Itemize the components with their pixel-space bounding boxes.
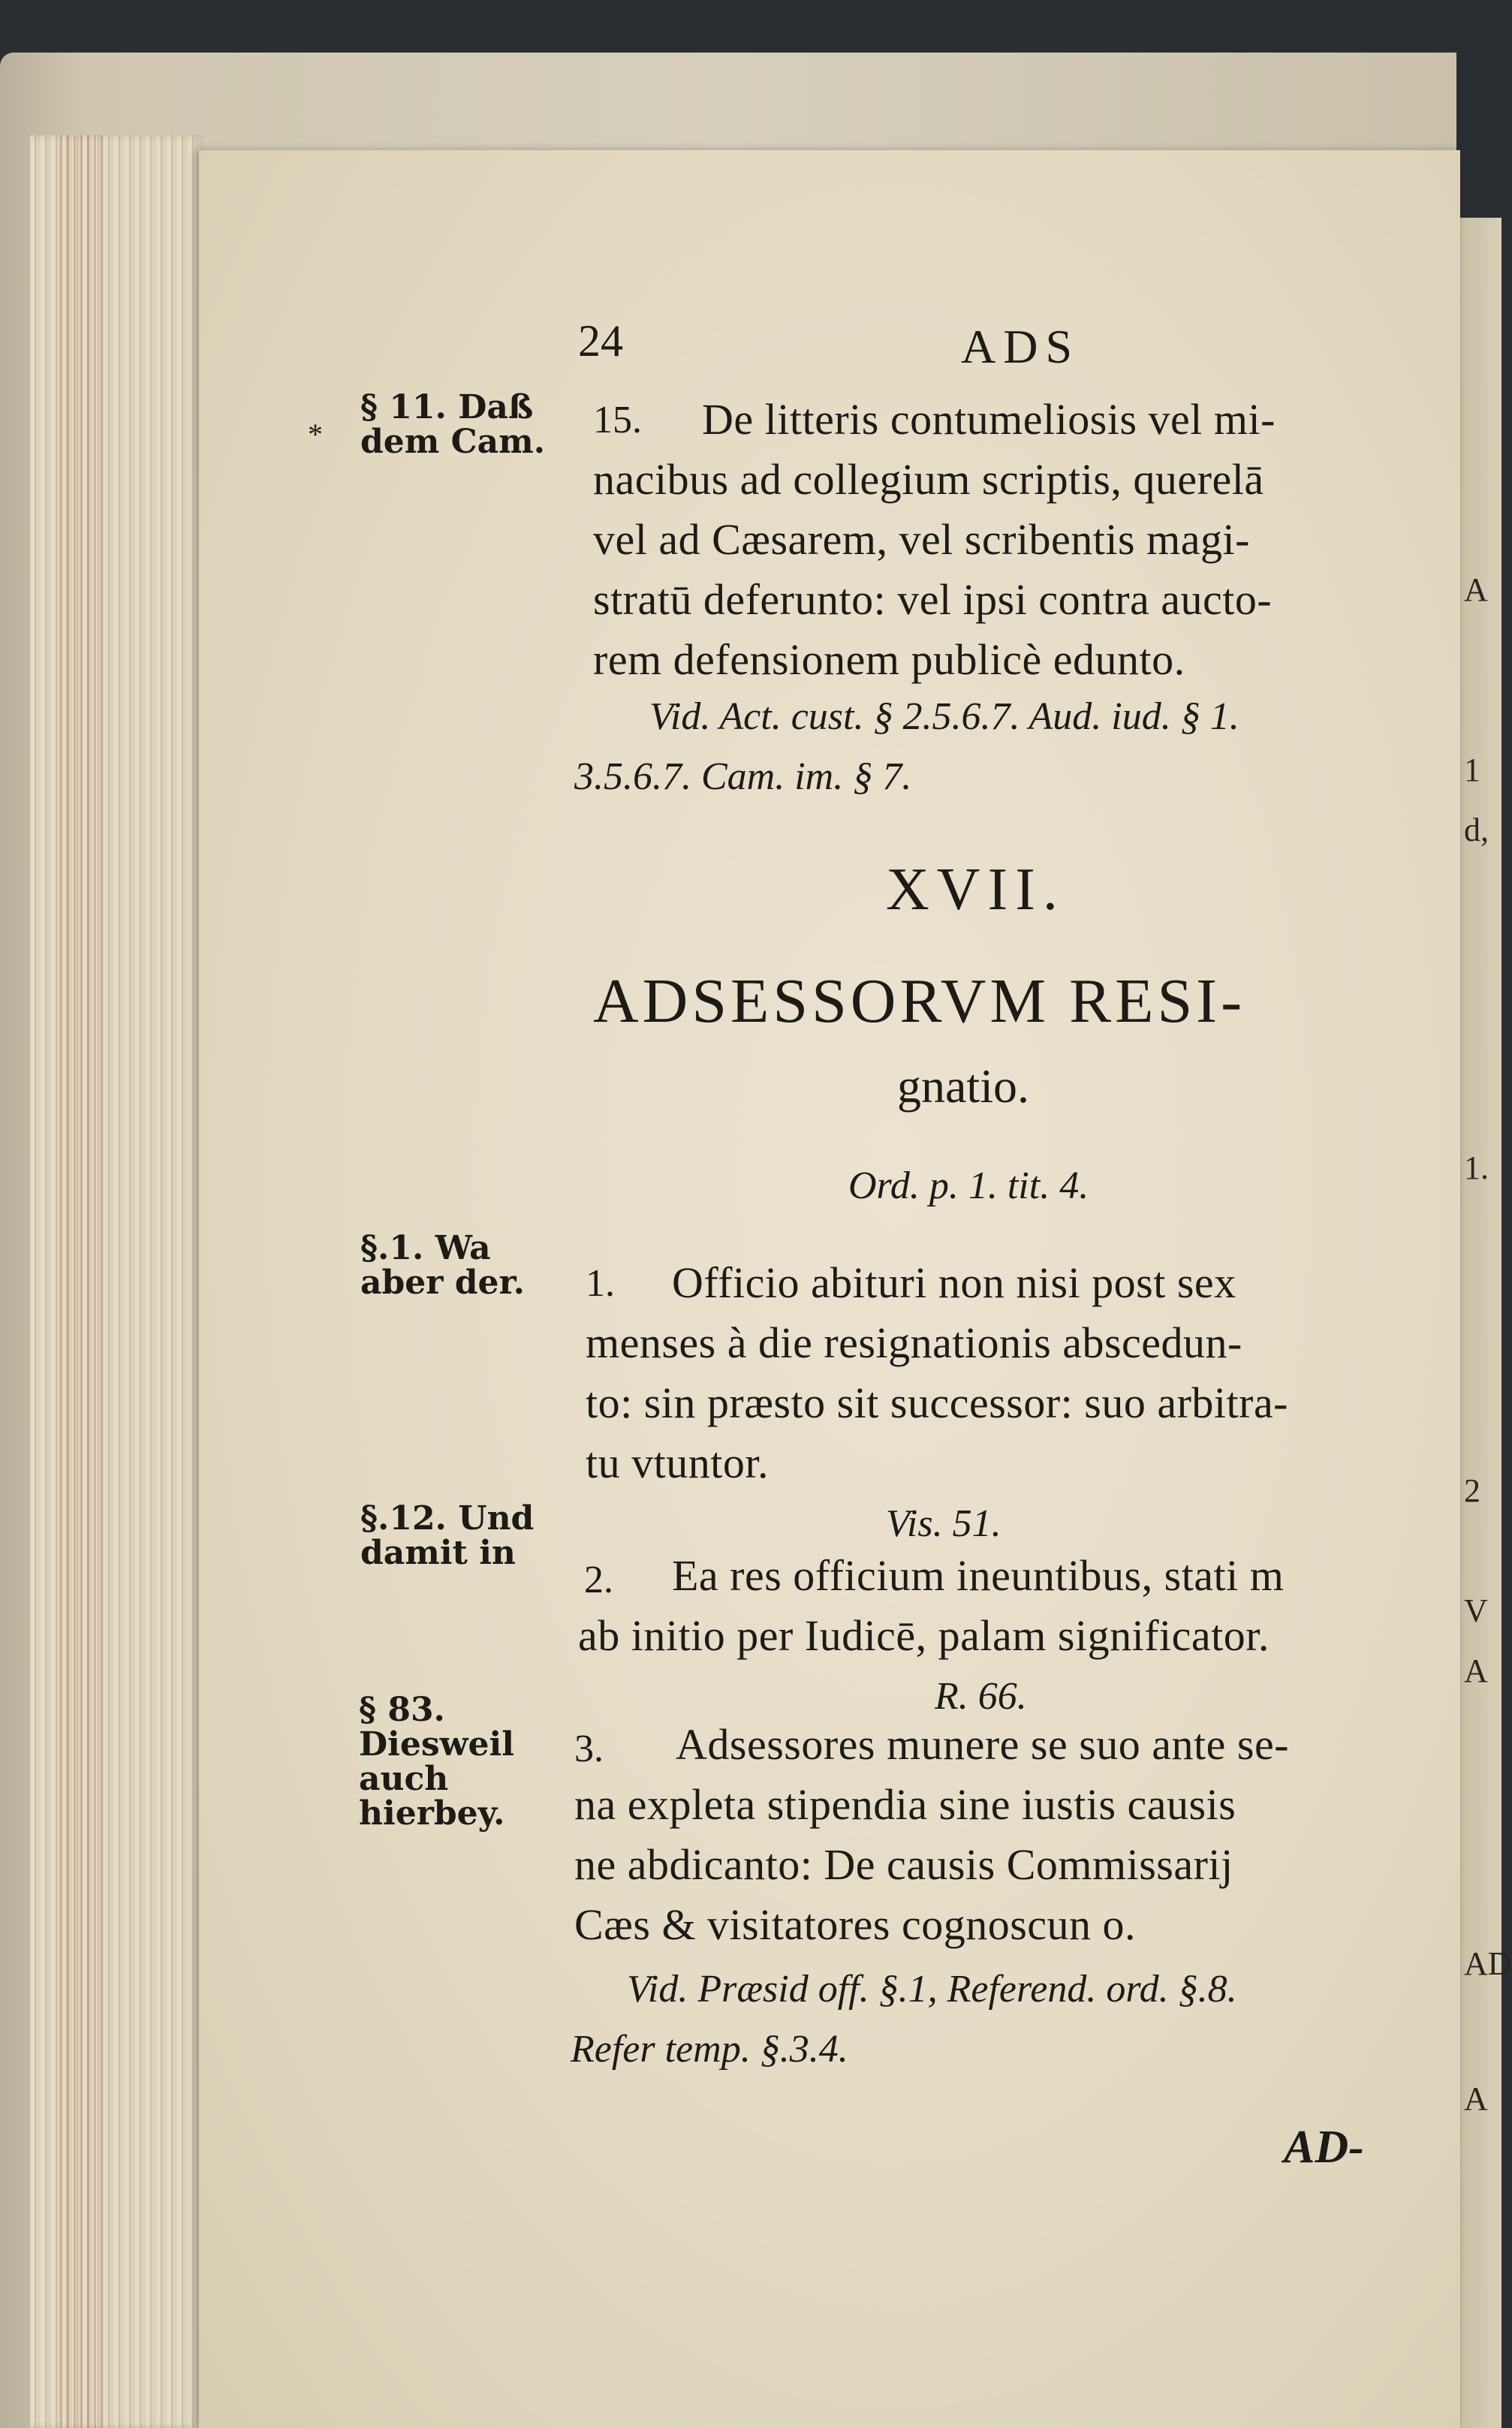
page-stack-edge bbox=[30, 135, 203, 2428]
right-page-fragment: V bbox=[1464, 1592, 1488, 1629]
text-line: De litteris contumeliosis vel mi- bbox=[702, 395, 1276, 444]
text-line: Ea res officium ineuntibus, stati m bbox=[672, 1551, 1285, 1600]
text-line: stratū deferunto: vel ipsi contra aucto- bbox=[593, 575, 1273, 624]
margin-gloss: §.12. Und damit in bbox=[360, 1499, 535, 1572]
section-title-continued: gnatio. bbox=[897, 1059, 1029, 1113]
margin-gloss: §.1. Wa aber der. bbox=[360, 1229, 525, 1302]
section-title: ADSESSORVM RESI- bbox=[593, 966, 1246, 1036]
margin-gloss: § 11. Daß dem Cam. bbox=[360, 388, 546, 461]
right-page-fragment: 1 bbox=[1464, 752, 1480, 788]
text-line: rem defensionem publicè edunto. bbox=[593, 635, 1185, 684]
right-page-fragment: AD bbox=[1464, 1945, 1512, 1982]
right-page-fragment: 2 bbox=[1464, 1472, 1480, 1509]
running-head: ADS bbox=[961, 320, 1080, 373]
reference-line: Vid. Act. cust. § 2.5.6.7. Aud. iud. § 1. bbox=[649, 695, 1239, 738]
paragraph-number: 1. bbox=[586, 1262, 615, 1305]
text-line: Officio abituri non nisi post sex bbox=[672, 1258, 1236, 1307]
section-source: Ord. p. 1. tit. 4. bbox=[848, 1164, 1089, 1207]
red-edge-staining bbox=[60, 135, 105, 2428]
text-line: nacibus ad collegium scriptis, querelā bbox=[593, 455, 1264, 504]
text-line: to: sin præsto sit successor: suo arbitra- bbox=[586, 1378, 1289, 1427]
right-page-fragment: A bbox=[1464, 2080, 1488, 2117]
reference-line: Vid. Præsid off. §.1, Referend. ord. §.8. bbox=[627, 1968, 1237, 2011]
text-line: vel ad Cæsarem, vel scribentis magi- bbox=[593, 515, 1250, 564]
asterisk-mark: * bbox=[308, 417, 323, 451]
text-line: tu vtuntor. bbox=[586, 1438, 769, 1487]
reference-line: 3.5.6.7. Cam. im. § 7. bbox=[574, 755, 912, 798]
text-line: ne abdicanto: De causis Commissarij bbox=[574, 1840, 1233, 1889]
right-page-fragment: A bbox=[1464, 571, 1488, 608]
reference-line: Refer temp. §.3.4. bbox=[571, 2028, 848, 2071]
page-number: 24 bbox=[578, 316, 623, 366]
section-numeral: XVII. bbox=[886, 857, 1065, 923]
margin-gloss: § 83. Diesweil auch hierbey. bbox=[359, 1691, 514, 1833]
paragraph-number: 2. bbox=[584, 1559, 613, 1601]
text-line: Adsessores munere se suo ante se- bbox=[676, 1720, 1290, 1769]
right-page-fragment: A bbox=[1464, 1652, 1488, 1689]
right-page-fragment: d, bbox=[1464, 812, 1489, 848]
paragraph-number: 15. bbox=[593, 399, 642, 441]
text-line: menses à die resignationis abscedun- bbox=[586, 1318, 1242, 1367]
catchword: AD- bbox=[1284, 2122, 1364, 2173]
text-line: ab initio per Iudicē, palam significator. bbox=[578, 1611, 1270, 1660]
text-line: Cæs & visitatores cognoscun o. bbox=[574, 1900, 1137, 1949]
right-page-fragment: 1. bbox=[1464, 1149, 1489, 1186]
reference-line: R. 66. bbox=[935, 1675, 1027, 1718]
paragraph-number: 3. bbox=[574, 1728, 604, 1770]
reference-line: Vis. 51. bbox=[886, 1502, 1001, 1545]
text-line: na expleta stipendia sine iustis causis bbox=[574, 1780, 1236, 1829]
